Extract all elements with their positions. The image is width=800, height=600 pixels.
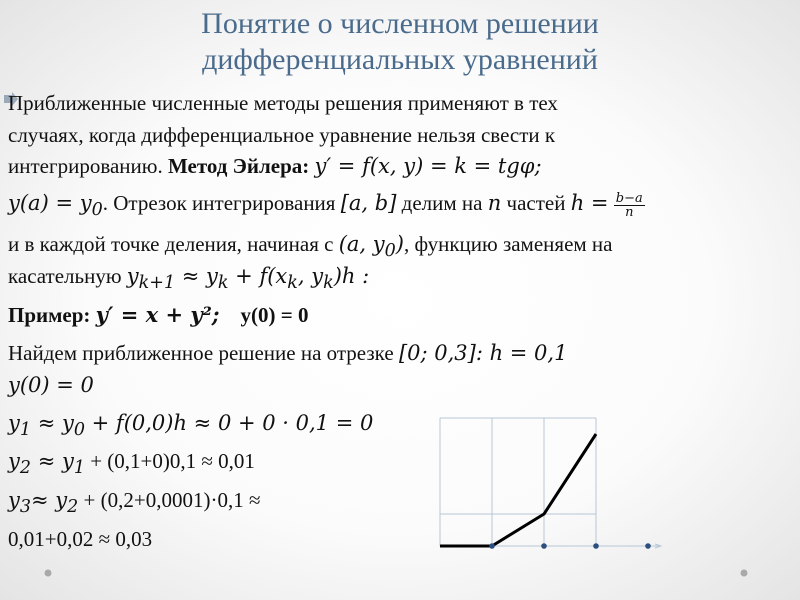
text-line-8 (8, 340, 567, 366)
euler-formula: y′ = f(x, y) = k = tgφ; (314, 154, 542, 178)
y3-symbol: y (8, 488, 20, 512)
y1-sub: 1 (19, 420, 32, 441)
text-line-5-a: и в каждой точке деления, начиная с (8, 232, 339, 256)
text-line-7 (8, 302, 308, 328)
text-line-4-a: . Отрезок интегрирования (102, 191, 341, 215)
h-equals: h = (570, 191, 609, 215)
text-line-13: 0,01+0,02 ≈ 0,03 (8, 527, 153, 551)
fraction-numerator: b−a (615, 190, 643, 206)
text-line-4 (8, 190, 645, 223)
text-line-4-c: частей (501, 191, 571, 215)
euler-step-approx: ≈ y (175, 264, 218, 288)
euler-graph (430, 410, 665, 570)
euler-step-sub3: k (287, 273, 298, 294)
text-line-5 (8, 231, 612, 264)
y3-calc: + (0,2+0,0001)·0,1 ≈ (78, 488, 261, 512)
euler-step-comma: , y (297, 264, 324, 288)
text-line-1: Приближенные численные методы решения применяют в тех (8, 91, 558, 115)
text-line-6-a: касательную (8, 264, 127, 288)
start-point: (a, y (338, 232, 385, 256)
example-initial-condition: y(0) = 0 (240, 303, 309, 327)
y1-approx: ≈ y (31, 411, 74, 435)
text-line-3-plain: интегрированию. (8, 154, 168, 178)
title-line-2: дифференциальных уравнений (202, 43, 598, 76)
text-line-4-b: делим на (396, 191, 488, 215)
slide-title (0, 6, 800, 78)
y0-sub: 0 (73, 420, 85, 441)
example-label: Пример: (8, 303, 96, 327)
text-line-2: случаях, когда дифференциальное уравнение нельзя свести к (8, 123, 556, 147)
y2-y1-sub: 1 (73, 458, 85, 479)
euler-step-sub2: k (217, 273, 229, 294)
euler-step-sub1: k+1 (138, 273, 176, 294)
interval-ab: [a, b] (340, 191, 397, 215)
y2-approx: ≈ y (31, 449, 74, 473)
initial-condition: y(a) = y (8, 191, 92, 215)
text-line-11 (8, 448, 255, 481)
text-line-8-a: Найдем приближенное решение на отрезке (8, 341, 399, 365)
text-line-3 (8, 153, 542, 179)
y3-y2-sub: 2 (67, 497, 79, 518)
text-line-6 (8, 263, 369, 296)
euler-step-end: )h : (333, 264, 370, 288)
division-point (593, 543, 599, 549)
step-fraction (614, 192, 645, 219)
euler-polyline (440, 434, 596, 546)
corner-dot-icon (44, 569, 52, 577)
initial-condition-sub: 0 (91, 200, 103, 221)
euler-step-y: y (126, 264, 139, 288)
title-line-1: Понятие о численном решении (201, 7, 599, 40)
y1-calc: + f(0,0)h ≈ 0 + 0 · 0,1 = 0 (84, 411, 374, 435)
y1-symbol: y (8, 411, 20, 435)
division-point (489, 543, 495, 549)
interval-and-step: [0; 0,3]: h = 0,1 (398, 341, 568, 365)
text-line-5-b: , функцию заменяем на (404, 232, 613, 256)
example-equation: y′ = x + y²; (95, 302, 220, 327)
division-point (645, 543, 651, 549)
y3-approx: ≈ y (31, 488, 68, 512)
y3-sub: 3 (19, 497, 32, 518)
y2-symbol: y (8, 449, 20, 473)
euler-method-label: Метод Эйлера: (167, 154, 315, 178)
corner-dot-icon (740, 569, 748, 577)
start-point-sub: 0 (384, 241, 396, 262)
euler-step-sub4: k (323, 273, 334, 294)
fraction-denominator: n (625, 204, 634, 220)
n-symbol: n (487, 191, 502, 215)
y2-calc: + (0,1+0)0,1 ≈ 0,01 (84, 449, 255, 473)
euler-step-f: + f(x (228, 264, 288, 288)
start-point-close: ) (395, 232, 404, 256)
text-line-12 (8, 487, 261, 520)
text-line-9: y(0) = 0 (8, 373, 94, 397)
division-point (541, 543, 547, 549)
y2-sub: 2 (19, 458, 32, 479)
text-line-10 (8, 410, 373, 443)
